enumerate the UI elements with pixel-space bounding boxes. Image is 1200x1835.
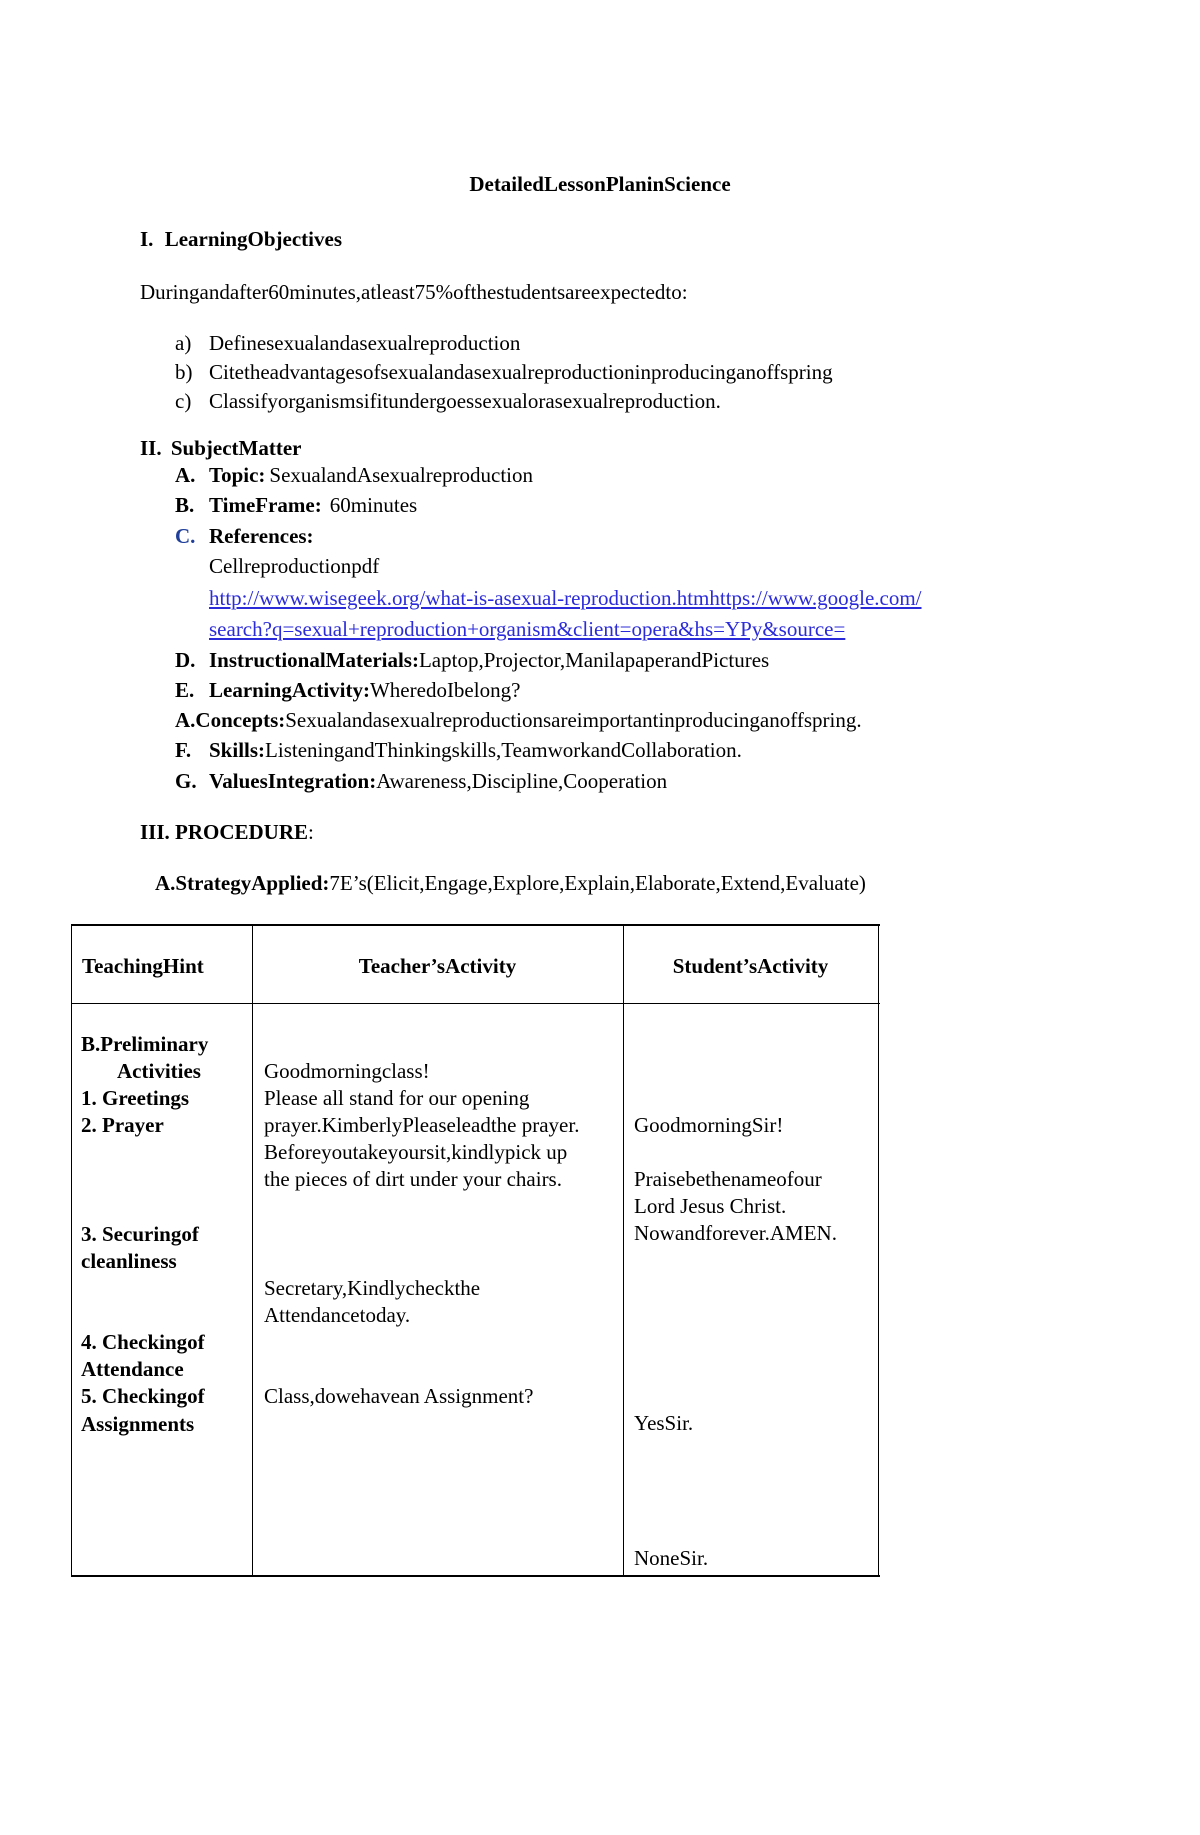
student-line: Praisebethenameofour: [634, 1167, 822, 1191]
values-label: ValuesIntegration:: [209, 769, 377, 793]
timeframe-value: 60minutes: [329, 493, 418, 517]
teacher-line: Beforeyoutakeyoursit,kindlypick up: [264, 1140, 568, 1164]
references-row: [175, 526, 314, 547]
hint-line: cleanliness: [81, 1249, 177, 1273]
procedure-table: [71, 924, 880, 1577]
hint-line: B.Preliminary: [81, 1032, 209, 1056]
teacher-line: Secretary,Kindlycheckthe: [264, 1276, 481, 1300]
table-border-right: [878, 924, 879, 1577]
letter: B.: [175, 493, 195, 517]
objectives-heading: [140, 229, 342, 250]
subject-heading: [140, 438, 301, 459]
hint-line: Assignments: [81, 1412, 195, 1436]
skills-row: [175, 740, 742, 761]
objectives-heading-number: I.: [140, 227, 154, 251]
teacher-line: Class,dowehavean Assignment?: [264, 1384, 534, 1408]
letter: F.: [175, 738, 192, 762]
letter: C.: [175, 524, 196, 548]
activity-label: LearningActivity:: [209, 678, 370, 702]
student-line: YesSir.: [634, 1411, 694, 1435]
table-border-left: [71, 924, 72, 1577]
objective-text: Classifyorganismsifitundergoessexualorasexualreproduction.: [209, 389, 721, 413]
objective-item: [175, 391, 721, 412]
materials-value: Laptop,Projector,ManilapaperandPictures: [418, 648, 770, 672]
hint-line: 1. Greetings: [81, 1086, 190, 1110]
teacher-line: Goodmorningclass!: [264, 1059, 430, 1083]
hint-line: 3. Securingof: [81, 1222, 199, 1246]
student-line: Nowandforever.AMEN.: [634, 1221, 837, 1245]
letter: D.: [175, 648, 196, 672]
topic-label: Topic:: [209, 463, 266, 487]
concepts-row: [175, 710, 862, 731]
references-label: References:: [209, 524, 314, 548]
objective-text: Definesexualandasexualreproduction: [209, 331, 521, 355]
objective-label: c): [175, 389, 192, 413]
objective-item: [175, 362, 833, 383]
letter: A.: [175, 463, 196, 487]
timeframe-label: TimeFrame:: [209, 493, 322, 517]
strategy-row: [155, 873, 866, 894]
document-title: DetailedLessonPlaninScience: [469, 172, 731, 196]
hint-line: Activities: [117, 1059, 201, 1083]
procedure-heading-colon: :: [308, 820, 314, 844]
reference-link[interactable]: http://www.wisegeek.org/what-is-asexual-reproduction.htmhttps://www.google.com/: [209, 586, 922, 610]
concepts-label: A.Concepts:: [175, 708, 286, 732]
activity-row: [175, 680, 520, 701]
student-line: GoodmorningSir!: [634, 1113, 784, 1137]
hint-line: 4. Checkingof: [81, 1330, 205, 1354]
column-header-teaching-hint: TeachingHint: [82, 954, 204, 978]
strategy-value: 7E’s(Elicit,Engage,Explore,Explain,Elaborate,Extend,Evaluate): [329, 871, 866, 895]
values-row: [175, 771, 667, 792]
objective-text: Citetheadvantagesofsexualandasexualreproductioninproducinganoffspring: [209, 360, 833, 384]
activity-value: WheredoIbelong?: [369, 678, 521, 702]
objectives-heading-text: LearningObjectives: [164, 227, 342, 251]
table-border-top: [71, 924, 880, 926]
objectives-intro: Duringandafter60minutes,atleast75%ofthestudentsareexpectedto:: [140, 280, 688, 304]
column-header-teacher-activity: Teacher’sActivity: [358, 954, 517, 978]
teacher-line: prayer.KimberlyPleaseleadthe prayer.: [264, 1113, 580, 1137]
column-header-student-activity: Student’sActivity: [672, 954, 829, 978]
subject-heading-number: II.: [140, 436, 162, 460]
letter: E.: [175, 678, 195, 702]
teacher-line: Please all stand for our opening: [264, 1086, 530, 1110]
skills-value: ListeningandThinkingskills,TeamworkandCollaboration.: [265, 738, 742, 762]
procedure-heading-text: III. PROCEDURE: [140, 820, 309, 844]
table-column-divider: [623, 924, 624, 1577]
topic-value: SexualandAsexualreproduction: [269, 463, 534, 487]
values-value: Awareness,Discipline,Cooperation: [376, 769, 668, 793]
table-column-divider: [252, 924, 253, 1577]
timeframe-row: [175, 495, 417, 516]
skills-label: Skills:: [209, 738, 266, 762]
objective-item: [175, 333, 520, 354]
objective-label: b): [175, 360, 193, 384]
student-line: NoneSir.: [634, 1546, 709, 1570]
hint-line: Attendance: [81, 1357, 184, 1381]
procedure-heading: [140, 822, 314, 843]
table-border-bottom: [71, 1575, 880, 1577]
strategy-label: A.StrategyApplied:: [155, 871, 330, 895]
materials-label: InstructionalMaterials:: [209, 648, 419, 672]
hint-line: 5. Checkingof: [81, 1384, 205, 1408]
hint-line: 2. Prayer: [81, 1113, 164, 1137]
reference-link-continued[interactable]: search?q=sexual+reproduction+organism&client=opera&hs=YPy&source=: [209, 617, 846, 641]
teacher-line: Attendancetoday.: [264, 1303, 411, 1327]
letter: G.: [175, 769, 197, 793]
subject-heading-text: SubjectMatter: [170, 436, 302, 460]
teacher-line: the pieces of dirt under your chairs.: [264, 1167, 562, 1191]
reference-text: Cellreproductionpdf: [209, 554, 380, 578]
materials-row: [175, 650, 769, 671]
topic-row: [175, 465, 533, 486]
objective-label: a): [175, 331, 192, 355]
table-header-divider: [71, 1003, 880, 1004]
student-line: Lord Jesus Christ.: [634, 1194, 787, 1218]
concepts-value: Sexualandasexualreproductionsareimportantinproducinganoffspring.: [285, 708, 862, 732]
